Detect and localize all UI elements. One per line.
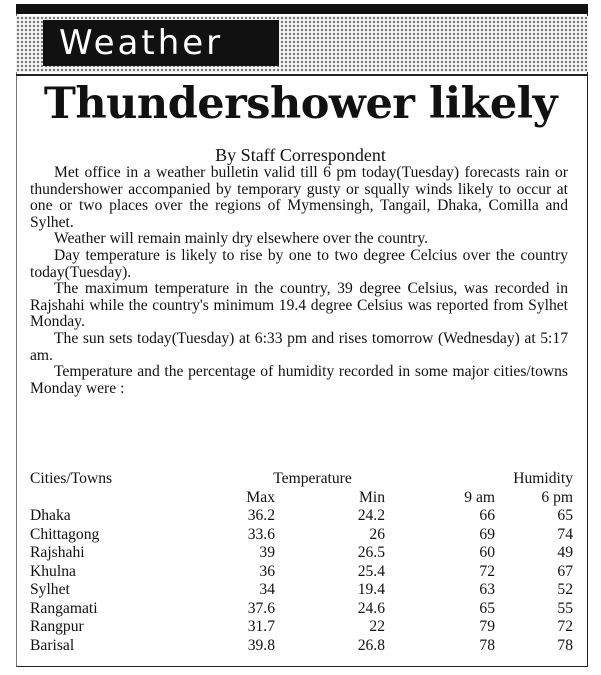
min-cell: 22 (369, 618, 385, 635)
table-row (30, 507, 573, 526)
section-label: Weather (43, 20, 279, 66)
humidity-6pm-cell: 65 (557, 507, 573, 524)
max-cell: 31.7 (247, 618, 275, 635)
humidity-9am-cell: 79 (479, 618, 495, 635)
city-cell: Barisal (30, 636, 75, 654)
city-cell: Sylhet (30, 581, 70, 598)
paragraph: Met office in a weather bulletin valid till 6 pm today(Tuesday) forecasts rain or thundershower accompanied by temporary gusty or squally winds likely to occur at one or two places over the regions of Mymensingh, Tangail, Dhaka, Comilla and Sylhet. (30, 164, 568, 231)
max-cell: 34 (259, 581, 275, 598)
header-humidity: Humidity (513, 470, 573, 487)
max-cell: 37.6 (247, 599, 275, 617)
humidity-9am-cell: 66 (479, 507, 495, 524)
table-row (30, 563, 573, 582)
paragraph: Weather will remain mainly dry elsewhere over the country. (54, 230, 429, 248)
table-row (30, 618, 573, 637)
header-temperature: Temperature (273, 470, 352, 487)
header-9am: 9 am (464, 488, 495, 506)
article-body (30, 165, 568, 397)
table-row (30, 526, 573, 545)
city-cell: Dhaka (30, 507, 71, 524)
table-row (30, 544, 573, 563)
weather-table (30, 470, 573, 655)
headline: Thundershower likely (43, 79, 558, 129)
humidity-9am-cell: 69 (479, 525, 495, 543)
min-cell: 19.4 (357, 581, 385, 598)
table-row (30, 600, 573, 619)
header-max: Max (246, 488, 275, 506)
max-cell: 33.6 (247, 525, 275, 543)
banner-top-bar (16, 4, 588, 14)
min-cell: 24.2 (357, 507, 385, 524)
table-row (30, 637, 573, 656)
paragraph: The maximum temperature in the country, 39 degree Celsius, was recorded in Rajshahi while the country's minimum 19.4 degree Celsius was reported from Sylhet Monday. (30, 280, 568, 331)
humidity-6pm-cell: 74 (557, 525, 573, 543)
header-cities: Cities/Towns (30, 470, 113, 487)
table-header-row (30, 470, 573, 489)
humidity-6pm-cell: 78 (557, 636, 573, 654)
humidity-9am-cell: 65 (479, 599, 495, 617)
max-cell: 36.2 (247, 507, 275, 524)
table-row (30, 581, 573, 600)
humidity-6pm-cell: 52 (557, 581, 573, 598)
city-cell: Rangpur (30, 618, 84, 635)
city-cell: Chittagong (30, 525, 100, 543)
min-cell: 26.8 (357, 636, 385, 654)
max-cell: 36 (259, 562, 275, 580)
humidity-6pm-cell: 49 (557, 544, 573, 561)
max-cell: 39 (259, 544, 275, 561)
paragraph: Day temperature is likely to rise by one to two degree Celcius over the country today(Tuesday). (30, 246, 568, 281)
humidity-6pm-cell: 72 (557, 618, 573, 635)
header-6pm: 6 pm (541, 488, 573, 506)
humidity-9am-cell: 60 (479, 544, 495, 561)
min-cell: 24.6 (357, 599, 385, 617)
humidity-9am-cell: 63 (479, 581, 495, 598)
paragraph: The sun sets today(Tuesday) at 6:33 pm and rises tomorrow (Wednesday) at 5:17 am. (30, 329, 568, 364)
header-min: Min (359, 488, 385, 506)
humidity-6pm-cell: 55 (557, 599, 573, 617)
table-subheader-row (30, 489, 573, 508)
paragraph: Temperature and the percentage of humidity recorded in some major cities/towns Monday were : (30, 363, 568, 397)
max-cell: 39.8 (247, 636, 275, 654)
city-cell: Rangamati (30, 599, 98, 617)
min-cell: 26.5 (357, 544, 385, 561)
byline: By Staff Correspondent (215, 145, 386, 165)
humidity-6pm-cell: 67 (557, 562, 573, 580)
city-cell: Rajshahi (30, 544, 85, 561)
min-cell: 25.4 (357, 562, 385, 580)
min-cell: 26 (369, 525, 385, 543)
city-cell: Khulna (30, 562, 76, 580)
humidity-9am-cell: 78 (479, 636, 495, 654)
humidity-9am-cell: 72 (479, 562, 495, 580)
